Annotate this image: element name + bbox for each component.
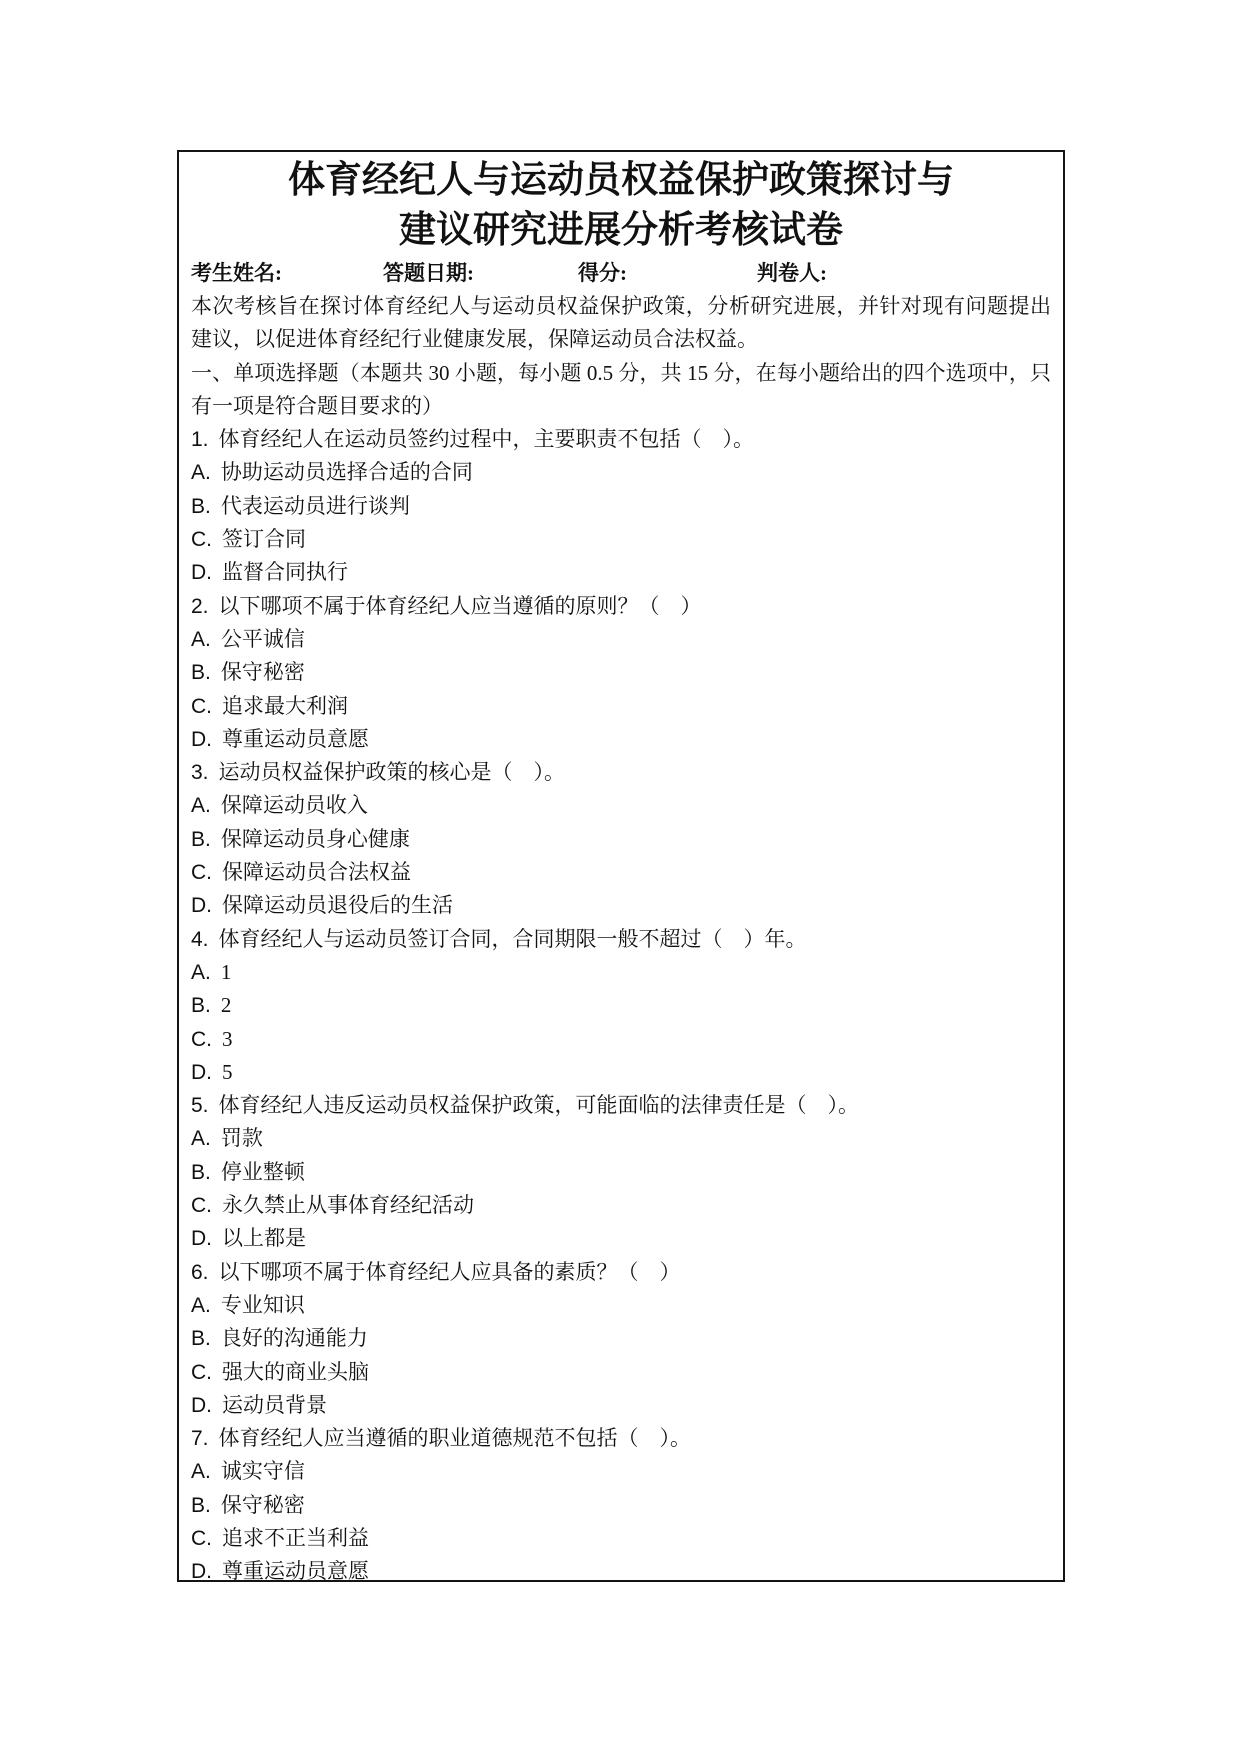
option-text: 5 xyxy=(222,1059,233,1084)
option-label: A. xyxy=(191,461,211,485)
option-line xyxy=(191,1489,1051,1522)
option-line xyxy=(191,956,1051,989)
option-label: D. xyxy=(191,894,212,918)
question-list xyxy=(191,423,1051,1588)
option-label: A. xyxy=(191,1127,211,1151)
option-text: 以上都是 xyxy=(222,1226,306,1251)
option-label: B. xyxy=(191,994,211,1018)
option-line xyxy=(191,989,1051,1022)
option-text: 签订合同 xyxy=(222,527,306,552)
question-text: 体育经纪人在运动员签约过程中，主要职责不包括（ ）。 xyxy=(218,427,755,452)
question-text: 体育经纪人违反运动员权益保护政策，可能面临的法律责任是（ ）。 xyxy=(218,1093,860,1118)
option-line xyxy=(191,1023,1051,1056)
option-text: 诚实守信 xyxy=(220,1459,305,1484)
option-label: B. xyxy=(191,1160,211,1184)
option-label: C. xyxy=(191,528,212,552)
exam-title-line1: 体育经纪人与运动员权益保护政策探讨与 xyxy=(288,160,954,201)
option-text: 罚款 xyxy=(220,1126,263,1151)
option-text: 1 xyxy=(220,959,232,984)
option-line xyxy=(191,823,1051,856)
option-label: D. xyxy=(191,727,212,751)
grader-label: 判卷人: xyxy=(757,261,827,285)
question-line xyxy=(191,756,1051,789)
exam-body xyxy=(191,290,1051,1589)
question-number: 6. xyxy=(191,1260,209,1284)
option-label: B. xyxy=(191,1493,211,1517)
option-label: A. xyxy=(191,1460,211,1484)
option-line xyxy=(191,1289,1051,1322)
question-number: 3. xyxy=(191,761,209,785)
option-text: 停业整顿 xyxy=(220,1159,305,1184)
question-number: 5. xyxy=(191,1094,209,1118)
question-line xyxy=(191,590,1051,623)
option-line xyxy=(191,1222,1051,1255)
option-text: 追求最大利润 xyxy=(222,693,348,718)
answer-date-label: 答题日期: xyxy=(383,261,474,285)
option-line xyxy=(191,1156,1051,1189)
option-label: B. xyxy=(191,827,211,851)
option-text: 运动员背景 xyxy=(222,1392,327,1417)
question-number: 2. xyxy=(191,594,209,618)
option-label: C. xyxy=(191,1194,212,1218)
question-text: 体育经纪人与运动员签订合同，合同期限一般不超过（ ）年。 xyxy=(218,926,807,951)
option-text: 协助运动员选择合适的合同 xyxy=(220,460,473,485)
exam-sheet xyxy=(177,150,1065,1582)
option-text: 追求不正当利益 xyxy=(222,1525,369,1550)
meta-row xyxy=(191,256,1051,290)
option-text: 保障运动员退役后的生活 xyxy=(222,893,453,918)
option-line xyxy=(191,1389,1051,1422)
option-text: 2 xyxy=(220,993,232,1018)
option-label: D. xyxy=(191,1560,212,1584)
intro-paragraph: 本次考核旨在探讨体育经纪人与运动员权益保护政策，分析研究进展，并针对现有问题提出建议，以促进体育经纪行业健康发展，保障运动员合法权益。 xyxy=(191,294,1051,352)
option-text: 监督合同执行 xyxy=(222,560,348,585)
question-line xyxy=(191,1256,1051,1289)
option-label: C. xyxy=(191,1360,212,1384)
option-text: 尊重运动员意愿 xyxy=(222,726,369,751)
section-heading: 一、单项选择题（本题共 30 小题，每小题 0.5 分，共 15 分，在每小题给出的四个选项中，只有一项是符合题目要求的） xyxy=(191,360,1051,418)
question-number: 4. xyxy=(191,927,209,951)
question-text: 运动员权益保护政策的核心是（ ）。 xyxy=(218,760,566,785)
option-label: A. xyxy=(191,960,211,984)
score-label: 得分: xyxy=(578,261,627,285)
option-line xyxy=(191,690,1051,723)
examinee-name-label: 考生姓名: xyxy=(191,261,282,285)
option-line xyxy=(191,1322,1051,1355)
option-text: 强大的商业头脑 xyxy=(222,1359,369,1384)
option-line xyxy=(191,723,1051,756)
question-line xyxy=(191,923,1051,956)
question-line xyxy=(191,1422,1051,1455)
option-line xyxy=(191,556,1051,589)
option-line xyxy=(191,1122,1051,1155)
option-label: C. xyxy=(191,1526,212,1550)
option-line xyxy=(191,1356,1051,1389)
option-line xyxy=(191,856,1051,889)
option-text: 尊重运动员意愿 xyxy=(222,1559,369,1584)
option-line xyxy=(191,1522,1051,1555)
option-label: C. xyxy=(191,694,212,718)
option-label: B. xyxy=(191,661,211,685)
question-number: 7. xyxy=(191,1427,209,1451)
question-number: 1. xyxy=(191,428,209,452)
option-text: 保障运动员收入 xyxy=(220,793,368,818)
option-text: 良好的沟通能力 xyxy=(220,1326,368,1351)
option-text: 保守秘密 xyxy=(220,660,305,685)
question-text: 体育经纪人应当遵循的职业道德规范不包括（ ）。 xyxy=(218,1426,692,1451)
option-label: A. xyxy=(191,627,211,651)
option-label: D. xyxy=(191,1393,212,1417)
option-text: 保障运动员身心健康 xyxy=(220,826,410,851)
option-line xyxy=(191,1555,1051,1588)
option-label: B. xyxy=(191,1327,211,1351)
question-text: 以下哪项不属于体育经纪人应当遵循的原则？（ ） xyxy=(218,593,702,618)
option-label: C. xyxy=(191,861,212,885)
option-line xyxy=(191,1056,1051,1089)
option-text: 保守秘密 xyxy=(220,1492,305,1517)
option-label: D. xyxy=(191,1060,212,1084)
option-line xyxy=(191,889,1051,922)
question-line xyxy=(191,423,1051,456)
option-label: C. xyxy=(191,1027,212,1051)
option-label: A. xyxy=(191,1293,211,1317)
exam-title xyxy=(191,156,1051,256)
option-line xyxy=(191,456,1051,489)
option-label: D. xyxy=(191,561,212,585)
option-line xyxy=(191,623,1051,656)
option-text: 代表运动员进行谈判 xyxy=(220,493,410,518)
question-text: 以下哪项不属于体育经纪人应具备的素质？（ ） xyxy=(218,1259,681,1284)
option-label: D. xyxy=(191,1227,212,1251)
option-line xyxy=(191,523,1051,556)
option-text: 永久禁止从事体育经纪活动 xyxy=(222,1193,474,1218)
option-line xyxy=(191,1189,1051,1222)
option-line xyxy=(191,1455,1051,1488)
option-text: 公平诚信 xyxy=(220,626,305,651)
option-line xyxy=(191,656,1051,689)
option-text: 3 xyxy=(222,1026,233,1051)
question-line xyxy=(191,1089,1051,1122)
option-label: B. xyxy=(191,494,211,518)
option-text: 专业知识 xyxy=(220,1292,305,1317)
option-text: 保障运动员合法权益 xyxy=(222,860,411,885)
exam-sheet-content xyxy=(179,152,1063,1589)
option-line xyxy=(191,490,1051,523)
exam-title-line2: 建议研究进展分析考核试卷 xyxy=(399,210,843,251)
option-label: A. xyxy=(191,794,211,818)
option-line xyxy=(191,789,1051,822)
